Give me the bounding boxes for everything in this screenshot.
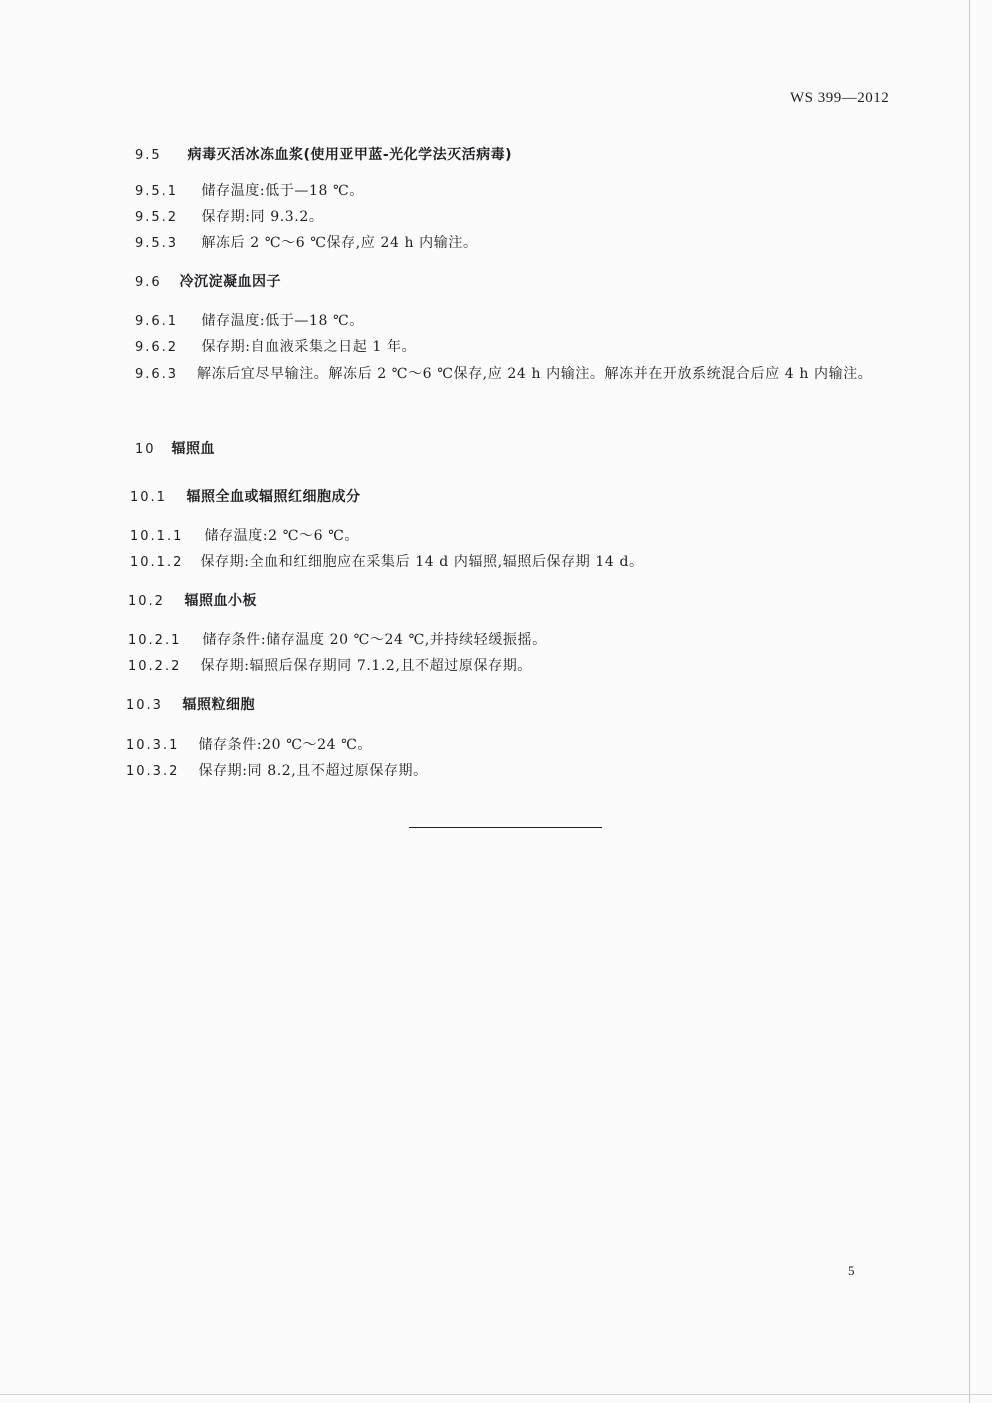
clause — [126, 735, 372, 756]
clause-text: 储存温度:低于—18 ℃。 — [201, 313, 364, 329]
clause-number: 10.2.1 — [128, 633, 182, 648]
page-number: 5 — [848, 1263, 855, 1278]
section-number: 10.3 — [126, 698, 163, 713]
clause-number: 10.1.1 — [130, 529, 184, 544]
clause-number: 9.6.1 — [135, 314, 179, 329]
clause-text: 解冻后 2 ℃～6 ℃保存,应 24 h 内输注。 — [201, 235, 478, 251]
clause-text: 储存温度:2 ℃～6 ℃。 — [204, 528, 360, 544]
clause-number: 9.5.1 — [135, 184, 179, 199]
clause — [135, 207, 323, 228]
section-title: 辐照全血或辐照红细胞成分 — [186, 489, 361, 505]
section-title: 辐照血小板 — [184, 593, 257, 609]
standard-code: WS 399—2012 — [790, 90, 890, 106]
clause — [135, 233, 478, 254]
section-number: 9.5 — [135, 148, 162, 163]
clause — [130, 526, 359, 547]
clause-text: 保存期:自血液采集之日起 1 年。 — [201, 339, 417, 355]
clause-number: 9.6.2 — [135, 340, 179, 355]
clause-number: 9.6.3 — [135, 367, 179, 382]
clause-text: 储存温度:低于—18 ℃。 — [201, 183, 364, 199]
clause-number: 10.2.2 — [128, 659, 182, 674]
clause-text: 储存条件:储存温度 20 ℃～24 ℃,并持续轻缓振摇。 — [202, 632, 547, 648]
section-heading — [128, 591, 257, 612]
clause — [135, 362, 905, 387]
end-of-document-rule — [409, 827, 602, 828]
clause-text: 保存期:全血和红细胞应在采集后 14 d 内辐照,辐照后保存期 14 d。 — [200, 554, 644, 570]
section-title: 辐照粒细胞 — [182, 697, 255, 713]
clause — [135, 181, 364, 202]
clause-number: 10.1.2 — [130, 555, 184, 570]
section-number: 10.2 — [128, 594, 165, 609]
clause — [126, 761, 428, 782]
clause — [135, 311, 364, 332]
clause — [130, 552, 644, 573]
section-number: 9.6 — [135, 275, 162, 290]
section-number: 10.1 — [130, 490, 167, 505]
section-title: 病毒灭活冰冻血浆(使用亚甲蓝-光化学法灭活病毒) — [187, 147, 513, 163]
chapter-heading — [135, 439, 215, 460]
section-title: 冷沉淀凝血因子 — [179, 274, 281, 290]
clause — [128, 656, 532, 677]
chapter-title: 辐照血 — [171, 441, 215, 457]
section-heading — [135, 145, 512, 166]
clause-text: 保存期:同 8.2,且不超过原保存期。 — [198, 763, 428, 779]
clause-number: 10.3.2 — [126, 764, 180, 779]
clause-text: 保存期:辐照后保存期同 7.1.2,且不超过原保存期。 — [200, 658, 532, 674]
section-heading — [126, 695, 255, 716]
clause-text: 储存条件:20 ℃～24 ℃。 — [198, 737, 373, 753]
chapter-number: 10 — [135, 442, 156, 457]
clause-number: 10.3.1 — [126, 738, 180, 753]
section-heading — [135, 272, 281, 293]
section-heading — [130, 487, 360, 508]
scan-bottom-edge — [0, 1394, 992, 1395]
clause — [135, 337, 416, 358]
clause-number: 9.5.3 — [135, 236, 179, 251]
clause-text: 解冻后宜尽早输注。解冻后 2 ℃～6 ℃保存,应 24 h 内输注。解冻并在开放系统混合后应 4 h 内输注。 — [197, 366, 873, 382]
scan-edge-line — [969, 0, 970, 1403]
clause-number: 9.5.2 — [135, 210, 179, 225]
clause-text: 保存期:同 9.3.2。 — [201, 209, 324, 225]
clause — [128, 630, 547, 651]
